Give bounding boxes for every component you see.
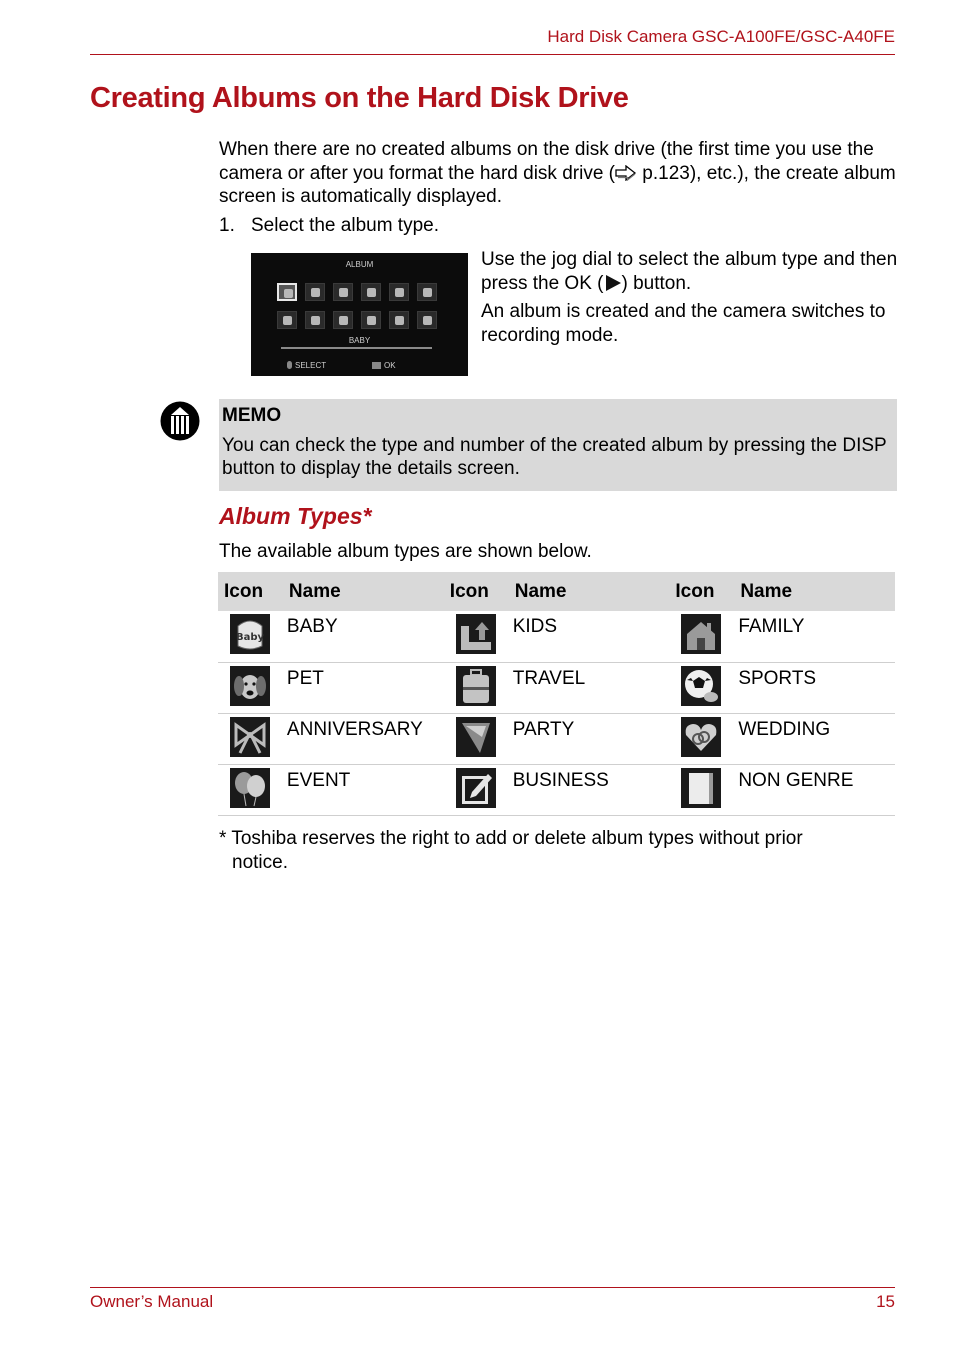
instruction-text-a: Use the jog dial to select the album type and then press the OK (: [481, 249, 898, 294]
page-number: 15: [876, 1292, 895, 1311]
page-title: Creating Albums on the Hard Disk Drive: [90, 82, 629, 114]
album-name: BABY: [283, 611, 444, 662]
sports-icon: [681, 666, 721, 706]
event-icon: [230, 768, 270, 808]
screen-anniversary-icon: [277, 311, 297, 329]
table-row: [218, 764, 895, 815]
screen-sports-icon: [417, 283, 437, 301]
svg-text:Baby: Baby: [235, 632, 265, 643]
travel-icon: [456, 666, 496, 706]
table-row: [218, 713, 895, 764]
album-icon-cell: [669, 764, 734, 815]
select-hint-text: SELECT: [295, 361, 327, 370]
album-icon-cell: [444, 662, 509, 713]
screen-party-icon: [305, 311, 325, 329]
album-icon-cell: [669, 611, 734, 662]
ok-play-icon: [604, 274, 622, 292]
column-header-name: Name: [283, 572, 444, 611]
screen-pet-icon: [361, 283, 381, 301]
album-name: EVENT: [283, 764, 444, 815]
album-name: NON GENRE: [734, 764, 895, 815]
column-header-icon: Icon: [218, 572, 283, 611]
non-genre-icon: [681, 768, 721, 808]
screen-kids-icon: [305, 283, 325, 301]
screen-ok-hint: [372, 361, 396, 370]
business-icon: [456, 768, 496, 808]
ok-hint-text: OK: [384, 361, 396, 370]
album-name: SPORTS: [734, 662, 895, 713]
table-row: [218, 662, 895, 713]
memo-pencil-icon: [160, 401, 200, 441]
baby-icon: [230, 614, 270, 654]
album-icon-cell: [218, 713, 283, 764]
family-icon: [681, 614, 721, 654]
album-icon-cell: [218, 764, 283, 815]
ok-button-icon: [372, 362, 381, 369]
footnote-line-2: notice.: [232, 851, 288, 873]
column-header-icon: Icon: [669, 572, 734, 611]
screen-travel-icon: [389, 283, 409, 301]
running-header: Hard Disk Camera GSC-A100FE/GSC-A40FE: [547, 27, 895, 46]
album-icon-cell: [669, 713, 734, 764]
footnote: [219, 827, 899, 874]
screen-icon-grid: [277, 283, 442, 339]
page-reference-arrow-icon: [615, 165, 637, 181]
memo-title: MEMO: [222, 405, 282, 426]
step-number: 1.: [219, 215, 235, 236]
table-header-row: [218, 572, 895, 611]
album-name: FAMILY: [734, 611, 895, 662]
album-types-table: [218, 572, 895, 816]
screen-business-icon: [389, 311, 409, 329]
column-header-name: Name: [734, 572, 895, 611]
album-icon-cell: [444, 764, 509, 815]
footer-manual-title: Owner’s Manual: [90, 1292, 214, 1311]
screen-wedding-icon: [333, 311, 353, 329]
intro-text-part2: p.123), etc.), the create album screen is automatically displayed.: [219, 162, 896, 207]
intro-text-part1: When there are no created albums on the disk drive (the first time you use the camera or after you format the hard disk drive (: [219, 139, 874, 184]
album-icon-cell: [218, 611, 283, 662]
step-text: Select the album type.: [251, 215, 439, 236]
screen-family-icon: [333, 283, 353, 301]
album-name: ANNIVERSARY: [283, 713, 444, 764]
table-row: [218, 611, 895, 662]
screen-title: ALBUM: [345, 260, 374, 269]
album-name: BUSINESS: [509, 764, 670, 815]
album-icon-cell: [444, 713, 509, 764]
album-icon-cell: [444, 611, 509, 662]
album-name: WEDDING: [734, 713, 895, 764]
kids-icon: [456, 614, 496, 654]
album-name: PARTY: [509, 713, 670, 764]
footer-rule: [90, 1287, 895, 1288]
screen-icon-row: [277, 311, 442, 329]
instruction-paragraph-2: An album is created and the camera switches to recording mode.: [481, 301, 886, 346]
album-name: PET: [283, 662, 444, 713]
header-rule: [90, 54, 895, 55]
step-1: [219, 214, 439, 238]
screen-event-icon: [361, 311, 381, 329]
instruction-paragraph-1: [481, 248, 901, 295]
album-select-screen: [251, 253, 468, 376]
album-icon-cell: [669, 662, 734, 713]
jog-dial-icon: [287, 361, 292, 369]
anniversary-icon: [230, 717, 270, 757]
wedding-icon: [681, 717, 721, 757]
intro-paragraph: [219, 138, 899, 209]
step-instructions: [481, 248, 901, 347]
footnote-line-1: * Toshiba reserves the right to add or delete album types without prior: [219, 828, 803, 849]
screen-selected-label: BABY: [348, 336, 371, 345]
screen-non-genre-icon: [417, 311, 437, 329]
memo-box: [219, 399, 897, 491]
section-title: Album Types*: [219, 503, 372, 529]
column-header-name: Name: [509, 572, 670, 611]
album-types-intro: The available album types are shown below.: [219, 541, 592, 562]
album-icon-cell: [218, 662, 283, 713]
screen-baby-icon: [277, 283, 297, 301]
pet-icon: [230, 666, 270, 706]
album-name: KIDS: [509, 611, 670, 662]
screen-icon-row: [277, 283, 442, 301]
column-header-icon: Icon: [444, 572, 509, 611]
screen-divider: [281, 347, 432, 349]
memo-text: You can check the type and number of the created album by pressing the DISP button to display the details screen.: [222, 434, 887, 479]
album-name: TRAVEL: [509, 662, 670, 713]
party-icon: [456, 717, 496, 757]
instruction-text-b: ) button.: [621, 272, 692, 294]
screen-select-hint: [287, 361, 326, 370]
